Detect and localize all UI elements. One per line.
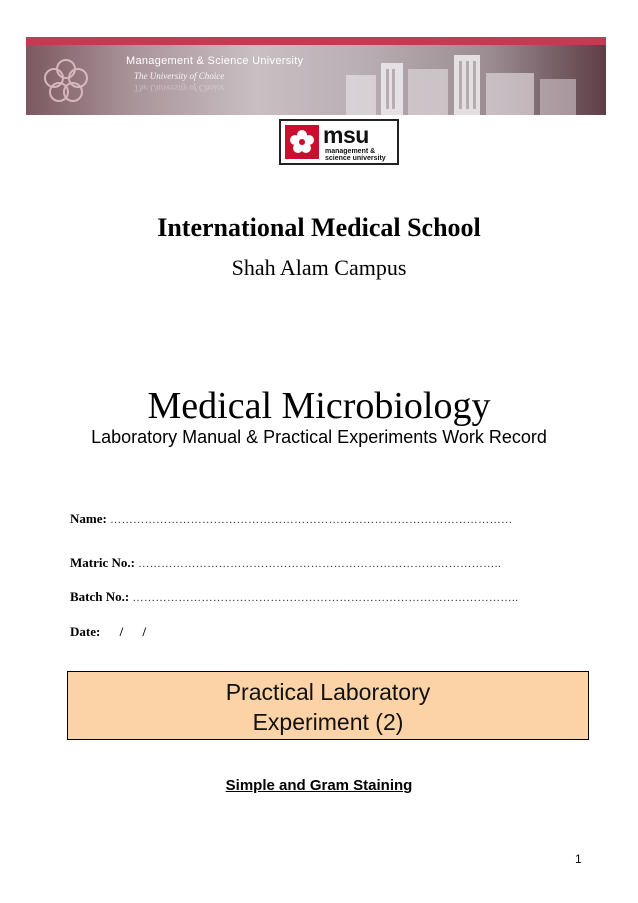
msu-logo bbox=[279, 119, 399, 165]
name-label: Name: bbox=[70, 511, 107, 526]
date-label: Date: bbox=[70, 624, 101, 639]
flower-icon bbox=[36, 51, 96, 111]
logo-wordmark: msu bbox=[323, 122, 369, 148]
matric-blank[interactable]: ………………………………………………………………………………….. bbox=[138, 558, 502, 570]
matric-label: Matric No.: bbox=[70, 555, 135, 570]
batch-label: Batch No.: bbox=[70, 589, 130, 604]
page-number: 1 bbox=[575, 852, 582, 866]
name-field[interactable] bbox=[70, 511, 513, 527]
practical-line1: Practical Laboratory bbox=[225, 679, 431, 705]
header-banner bbox=[26, 37, 606, 115]
campus-buildings-image bbox=[326, 45, 606, 115]
banner-tagline: The University of Choice bbox=[134, 71, 225, 81]
logo-subtitle bbox=[325, 148, 386, 162]
course-title: Medical Microbiology bbox=[147, 385, 491, 427]
practical-box bbox=[67, 671, 589, 740]
date-separator-1: / bbox=[119, 624, 124, 639]
banner-university-name: Management & Science University bbox=[126, 55, 304, 67]
name-blank[interactable]: …………………………………………………………………………………………… bbox=[110, 514, 513, 526]
school-name: International Medical School bbox=[157, 213, 481, 242]
matric-field[interactable] bbox=[70, 555, 501, 571]
campus-name: Shah Alam Campus bbox=[231, 255, 407, 280]
logo-subtitle-line1: management & bbox=[325, 148, 376, 155]
batch-field[interactable] bbox=[70, 589, 518, 605]
date-field[interactable] bbox=[70, 624, 146, 640]
banner-tagline-reflection: The University of Choice bbox=[134, 83, 225, 93]
date-separator-2: / bbox=[142, 624, 147, 639]
practical-line2: Experiment (2) bbox=[252, 709, 404, 735]
course-subtitle: Laboratory Manual & Practical Experiments Work Record bbox=[91, 427, 547, 447]
practical-topic: Simple and Gram Staining bbox=[225, 777, 413, 794]
banner-top-strip bbox=[26, 37, 606, 45]
msu-flower-icon bbox=[285, 125, 319, 159]
batch-blank[interactable]: ……………………………………………………………………………………….. bbox=[132, 592, 519, 604]
logo-subtitle-line2: science university bbox=[325, 155, 386, 162]
